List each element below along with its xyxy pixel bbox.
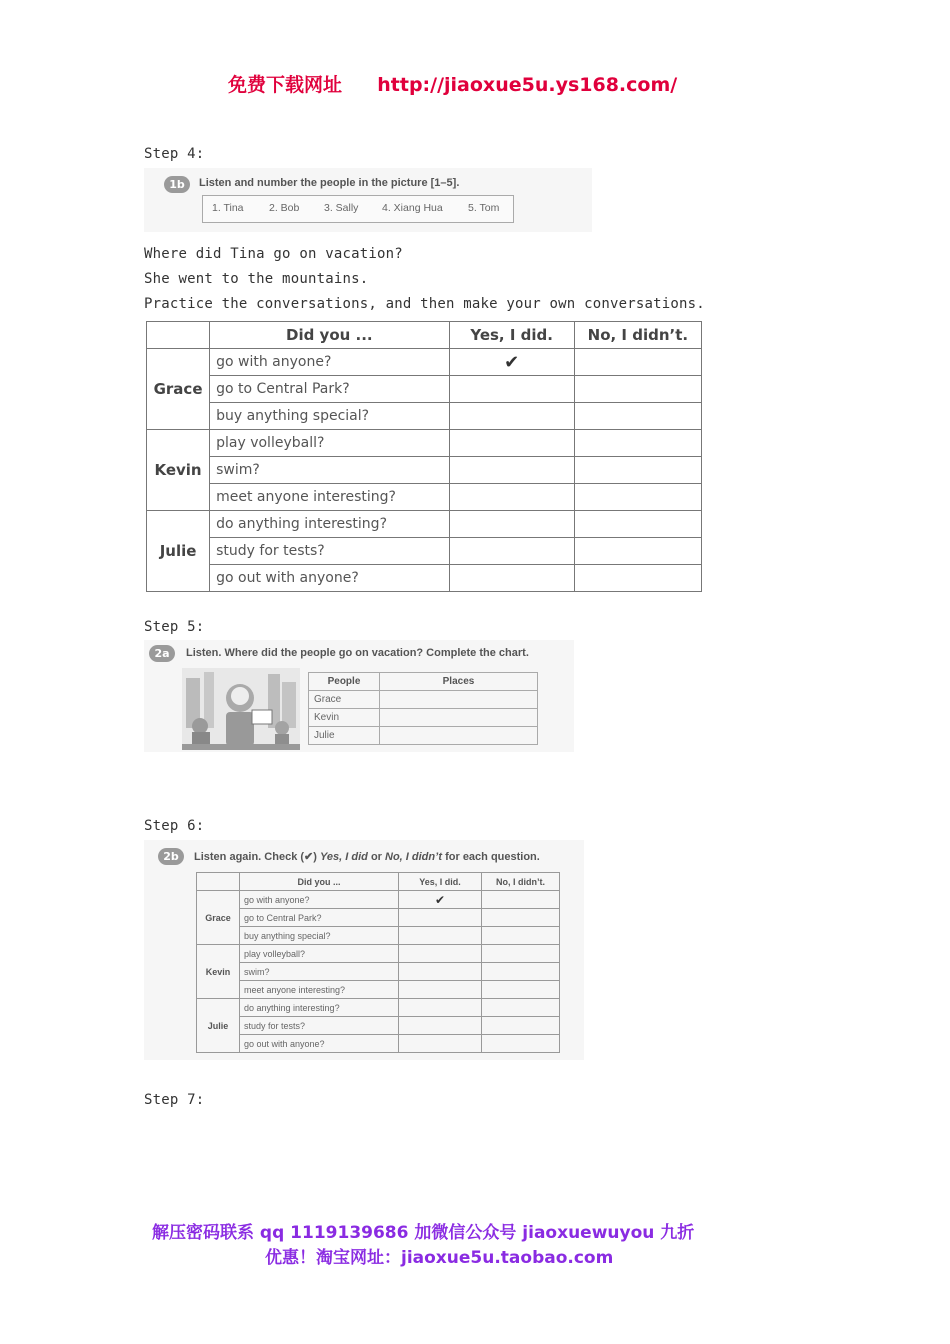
step5-badge: 2a: [149, 645, 175, 662]
answer-cell: [482, 1035, 560, 1053]
big-table: [146, 321, 702, 592]
step6-image: [144, 840, 584, 1060]
step6-label: Step 6:: [144, 818, 205, 834]
step5-table-header: [309, 673, 538, 691]
question: go to Central Park?: [240, 909, 399, 927]
table-row: [147, 484, 702, 511]
col-places: Places: [380, 673, 538, 691]
place-cell: [380, 709, 538, 727]
table-row: [197, 1035, 560, 1053]
answer-cell: [574, 430, 701, 457]
question: go with anyone?: [210, 349, 449, 376]
question: go to Central Park?: [210, 376, 449, 403]
table-row: [147, 565, 702, 592]
question: do anything interesting?: [210, 511, 449, 538]
question: buy anything special?: [240, 927, 399, 945]
table-row: [147, 349, 702, 376]
answer-cell: [482, 909, 560, 927]
answer-cell: [399, 1035, 482, 1053]
question: buy anything special?: [210, 403, 449, 430]
step4-label: Step 4:: [144, 146, 205, 162]
step4-instruction: Listen and number the people in the picture [1–5].: [199, 177, 460, 189]
col-people: People: [309, 673, 380, 691]
table-row: [197, 1017, 560, 1035]
table-row: [197, 927, 560, 945]
step6-table-corner: [197, 873, 240, 891]
table-row: [197, 981, 560, 999]
question: meet anyone interesting?: [240, 981, 399, 999]
answer-cell: [449, 457, 574, 484]
answer-cell: [399, 963, 482, 981]
table-row: [147, 511, 702, 538]
step6-instruction-suffix: for each question.: [445, 851, 540, 863]
step6-instruction-no: No, I didn’t: [385, 851, 443, 863]
step6-instruction: [194, 850, 540, 863]
step6-instruction-prefix: Listen again. Check (✔): [194, 851, 317, 863]
step6-table-header: [197, 873, 560, 891]
step4-name-3: 3. Sally: [324, 202, 359, 214]
group-name: Grace: [197, 891, 240, 945]
answer-cell: [399, 981, 482, 999]
answer-cell: [449, 511, 574, 538]
col-did-small: Did you ...: [240, 873, 399, 891]
table-row: [197, 999, 560, 1017]
step4-name-2: 2. Bob: [269, 202, 300, 214]
answer-cell: [482, 891, 560, 909]
place-cell: [380, 691, 538, 709]
footer-line-2: 优惠！淘宝网址：jiaoxue5u.taobao.com: [265, 1248, 614, 1268]
table-row: [309, 691, 538, 709]
col-yes-small: Yes, I did.: [399, 873, 482, 891]
answer-cell: [399, 927, 482, 945]
answer-cell: [449, 430, 574, 457]
answer-cell: [399, 999, 482, 1017]
answer-cell: [574, 511, 701, 538]
table-row: [147, 457, 702, 484]
step6-badge: 2b: [158, 848, 184, 865]
person: Julie: [309, 727, 380, 745]
step5-instruction: Listen. Where did the people go on vacation? Complete the chart.: [186, 647, 529, 659]
step4-badge: 1b: [164, 176, 190, 193]
answer-cell: [482, 981, 560, 999]
question: go out with anyone?: [240, 1035, 399, 1053]
footer-line-1: 解压密码联系 qq 1119139686 加微信公众号 jiaoxuewuyou 九折: [152, 1223, 695, 1243]
step6-instruction-or: or: [370, 851, 382, 863]
person: Kevin: [309, 709, 380, 727]
col-did: Did you ...: [210, 322, 449, 349]
table-row: [197, 963, 560, 981]
question: swim?: [210, 457, 449, 484]
table-row: [197, 891, 560, 909]
big-table-header: [147, 322, 702, 349]
col-no: No, I didn’t.: [574, 322, 701, 349]
answer-cell: [574, 538, 701, 565]
check-icon: ✔: [399, 891, 482, 909]
question: go out with anyone?: [210, 565, 449, 592]
answer-cell: [574, 484, 701, 511]
question: do anything interesting?: [240, 999, 399, 1017]
dialogue-answer: She went to the mountains.: [144, 271, 369, 287]
question: study for tests?: [210, 538, 449, 565]
step4-name-4: 4. Xiang Hua: [382, 202, 443, 214]
col-yes: Yes, I did.: [449, 322, 574, 349]
step4-name-1: 1. Tina: [212, 202, 244, 214]
table-row: [147, 403, 702, 430]
answer-cell: [399, 945, 482, 963]
vacation-illustration: [182, 668, 300, 750]
header: [228, 70, 677, 97]
table-row: [147, 376, 702, 403]
group-name: Kevin: [147, 430, 210, 511]
place-cell: [380, 727, 538, 745]
table-row: [147, 538, 702, 565]
answer-cell: [449, 484, 574, 511]
answer-cell: [574, 457, 701, 484]
table-row: [197, 945, 560, 963]
group-name: Grace: [147, 349, 210, 430]
question: go with anyone?: [240, 891, 399, 909]
answer-cell: [449, 565, 574, 592]
question: study for tests?: [240, 1017, 399, 1035]
answer-cell: [574, 565, 701, 592]
answer-cell: [449, 538, 574, 565]
answer-cell: [482, 963, 560, 981]
answer-cell: [482, 1017, 560, 1035]
step5-table: [308, 672, 538, 745]
step6-table: [196, 872, 560, 1053]
answer-cell: [482, 945, 560, 963]
answer-cell: [449, 403, 574, 430]
table-row: [309, 727, 538, 745]
question: meet anyone interesting?: [210, 484, 449, 511]
answer-cell: [574, 376, 701, 403]
question: play volleyball?: [210, 430, 449, 457]
step5-image: [144, 640, 574, 752]
step4-name-5: 5. Tom: [468, 202, 500, 214]
header-url[interactable]: http://jiaoxue5u.ys168.com/: [377, 74, 678, 96]
question: swim?: [240, 963, 399, 981]
big-table-corner: [147, 322, 210, 349]
step7-label: Step 7:: [144, 1092, 205, 1108]
answer-cell: [399, 909, 482, 927]
group-name: Julie: [197, 999, 240, 1053]
person: Grace: [309, 691, 380, 709]
dialogue-instruction: Practice the conversations, and then make your own conversations.: [144, 296, 705, 312]
question: play volleyball?: [240, 945, 399, 963]
answer-cell: [574, 403, 701, 430]
answer-cell: [449, 376, 574, 403]
step4-image: [144, 168, 592, 232]
check-icon: ✔: [449, 349, 574, 376]
dialogue-question: Where did Tina go on vacation?: [144, 246, 403, 262]
group-name: Kevin: [197, 945, 240, 999]
step4-names-box: [202, 195, 514, 223]
answer-cell: [482, 927, 560, 945]
answer-cell: [399, 1017, 482, 1035]
table-row: [147, 430, 702, 457]
answer-cell: [574, 349, 701, 376]
step5-label: Step 5:: [144, 619, 205, 635]
table-row: [309, 709, 538, 727]
col-no-small: No, I didn’t.: [482, 873, 560, 891]
table-row: [197, 909, 560, 927]
header-label: 免费下载网址: [228, 74, 343, 96]
step6-instruction-yes: Yes, I did: [319, 851, 368, 863]
group-name: Julie: [147, 511, 210, 592]
answer-cell: [482, 999, 560, 1017]
